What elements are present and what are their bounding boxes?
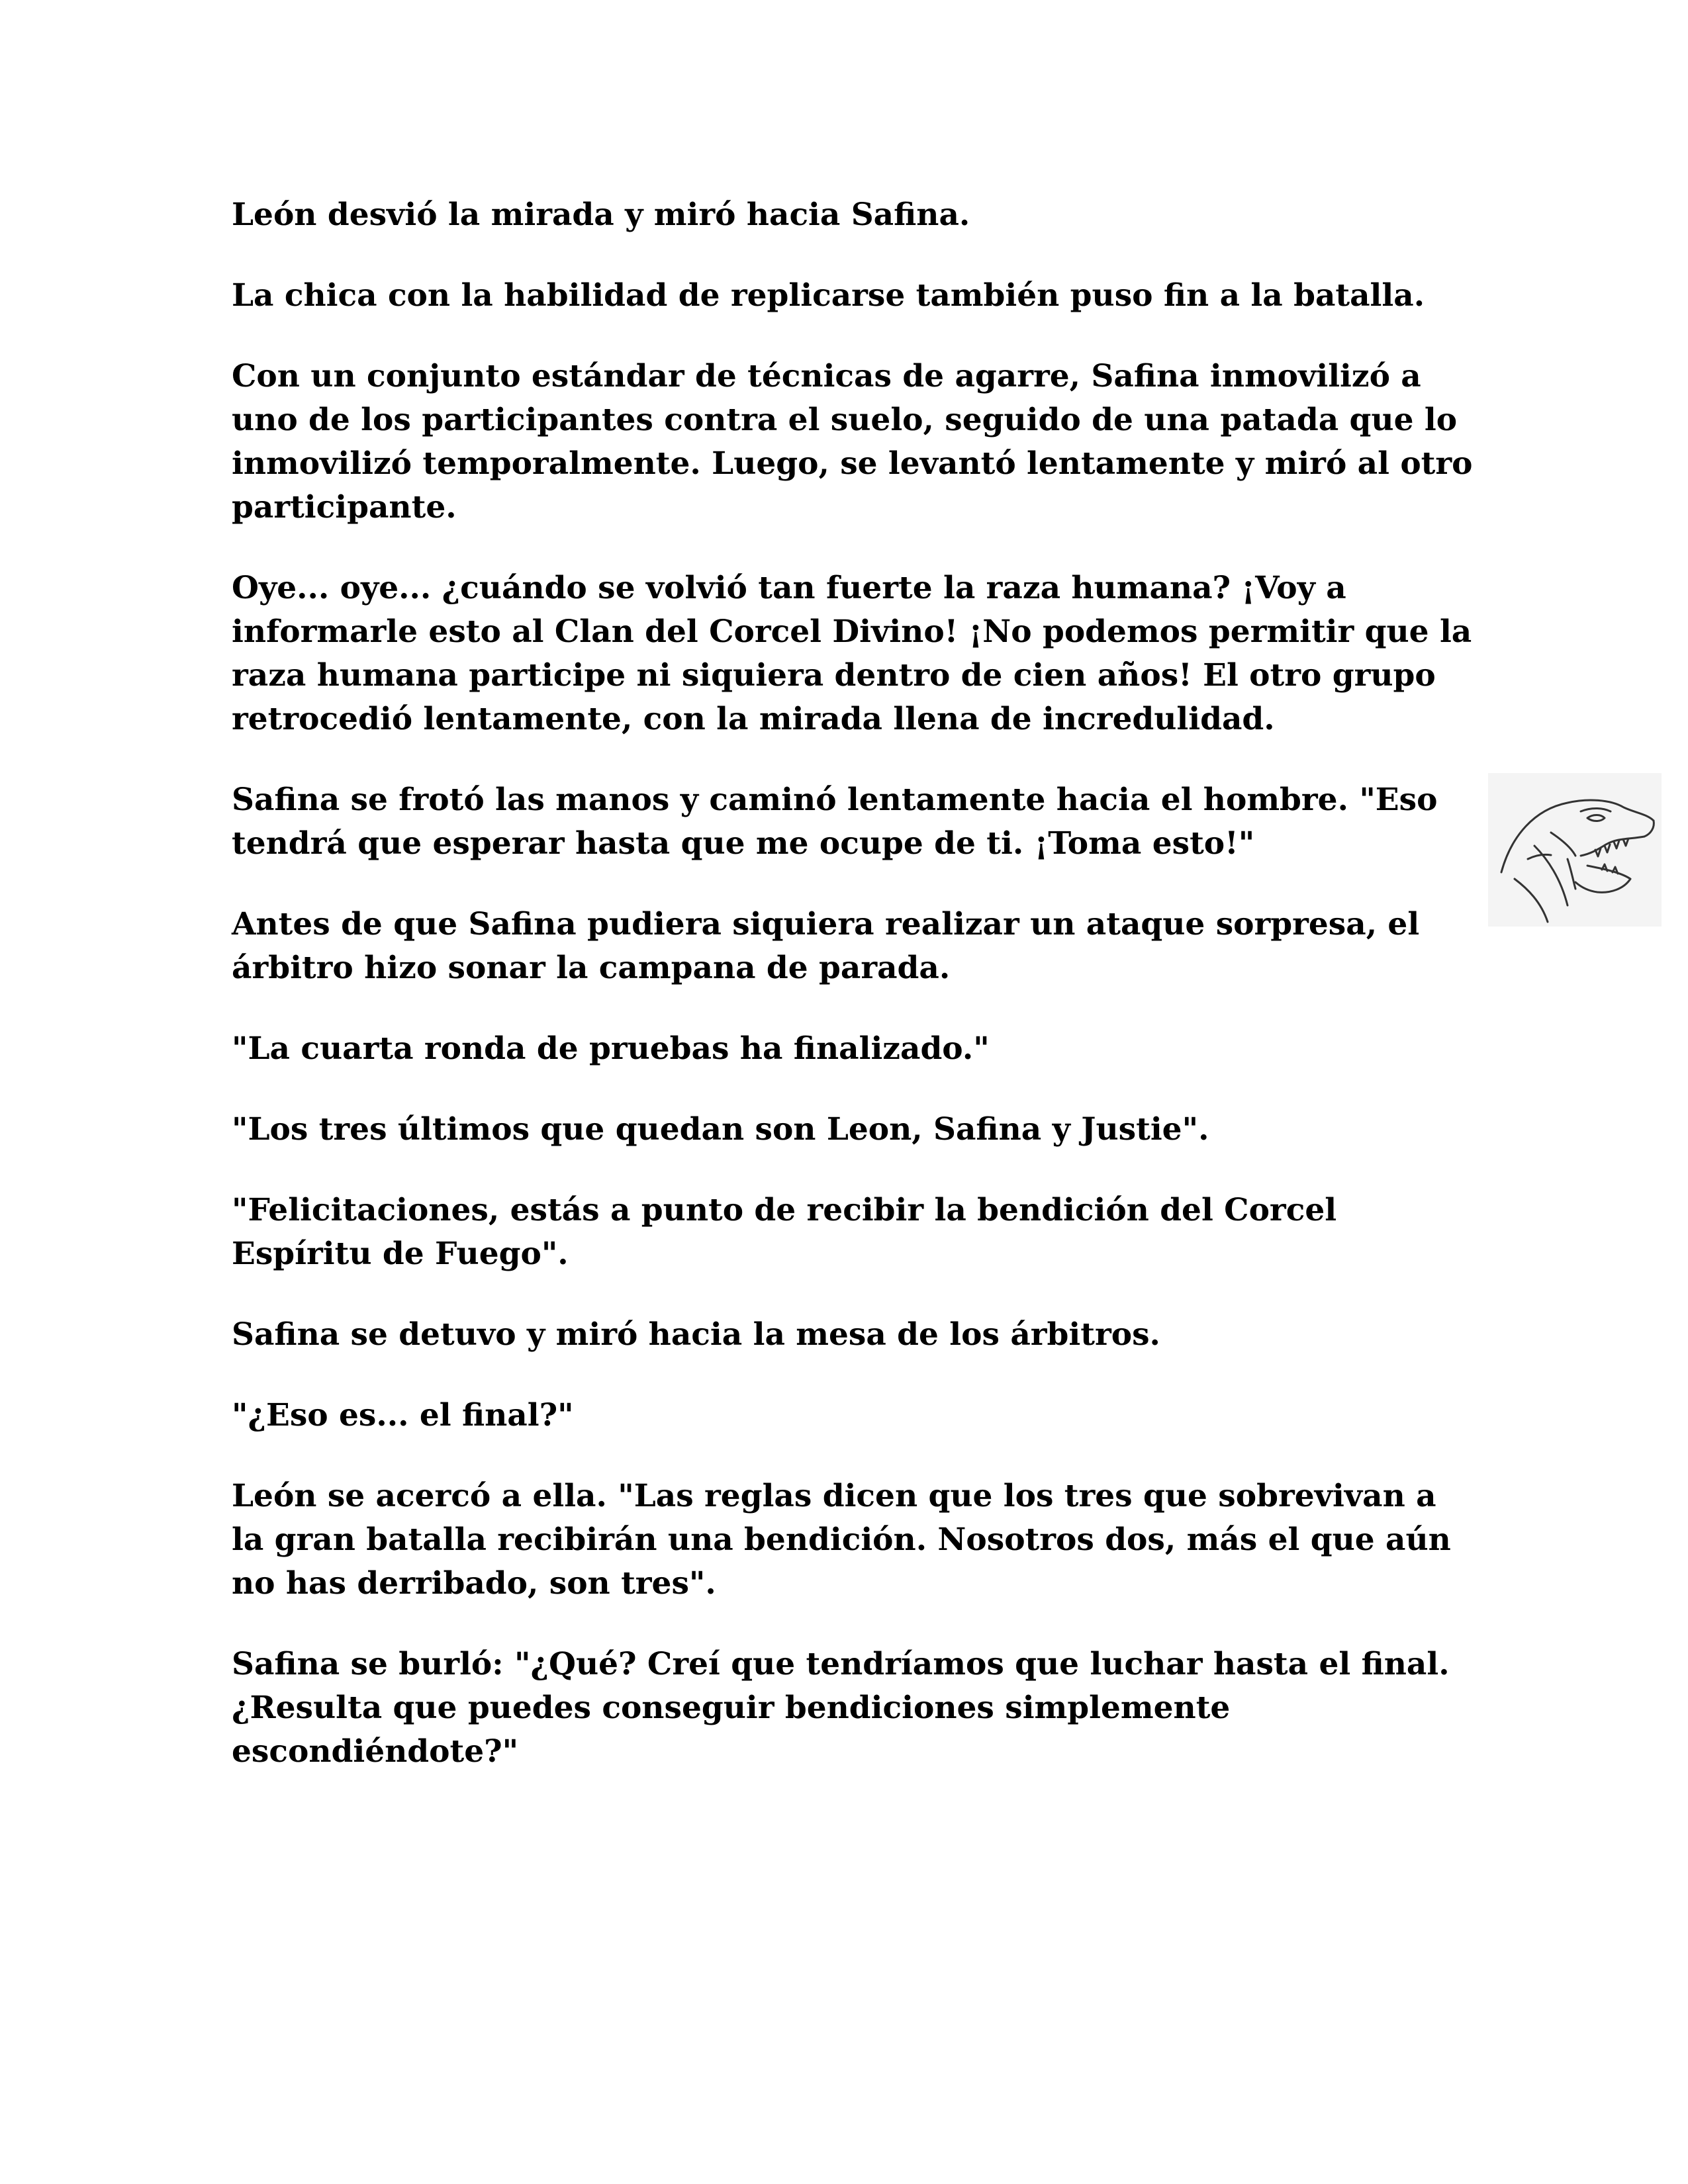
paragraph: Con un conjunto estándar de técnicas de agarre, Safina inmovilizó a uno de los participantes contra el suelo, seguido de una patada que lo inmovilizó temporalmente. Luego, se levantó lentamente y miró al otro participante.	[232, 358, 1473, 525]
paragraph: Safina se frotó las manos y caminó lentamente hacia el hombre. "Eso tendrá que esperar hasta que me ocupe de ti. ¡Toma esto!"	[232, 782, 1438, 862]
paragraph: "La cuarta ronda de pruebas ha finalizado."	[232, 1030, 990, 1067]
paragraph: La chica con la habilidad de replicarse también puso fin a la batalla.	[232, 277, 1425, 314]
paragraph: Oye... oye... ¿cuándo se volvió tan fuerte la raza humana? ¡Voy a informarle esto al Clan del Corcel Divino! ¡No podemos permitir que la raza humana participe ni siquiera dentro de cien años! El otro grupo retrocedió lentamente, con la mirada llena de incredulidad.	[232, 570, 1472, 737]
paragraph: "Los tres últimos que quedan son Leon, Safina y Justie".	[232, 1111, 1209, 1148]
paragraph: Safina se burló: "¿Qué? Creí que tendríamos que luchar hasta el final. ¿Resulta que puedes conseguir bendiciones simplemente escondiéndote?"	[232, 1646, 1450, 1770]
paragraph: León se acercó a ella. "Las reglas dicen que los tres que sobrevivan a la gran batalla recibirán una bendición. Nosotros dos, más el que aún no has derribado, son tres".	[232, 1478, 1451, 1602]
paragraph: Antes de que Safina pudiera siquiera realizar un ataque sorpresa, el árbitro hizo sonar la campana de parada.	[232, 906, 1420, 986]
paragraph: "Felicitaciones, estás a punto de recibir la bendición del Corcel Espíritu de Fuego".	[232, 1192, 1337, 1272]
paragraph: "¿Eso es... el final?"	[232, 1397, 574, 1433]
paragraph: León desvió la mirada y miró hacia Safina.	[232, 197, 970, 233]
dinosaur-head-sketch-icon	[1488, 773, 1662, 927]
paragraph: Safina se detuvo y miró hacia la mesa de los árbitros.	[232, 1316, 1160, 1353]
story-text	[232, 193, 1476, 1811]
